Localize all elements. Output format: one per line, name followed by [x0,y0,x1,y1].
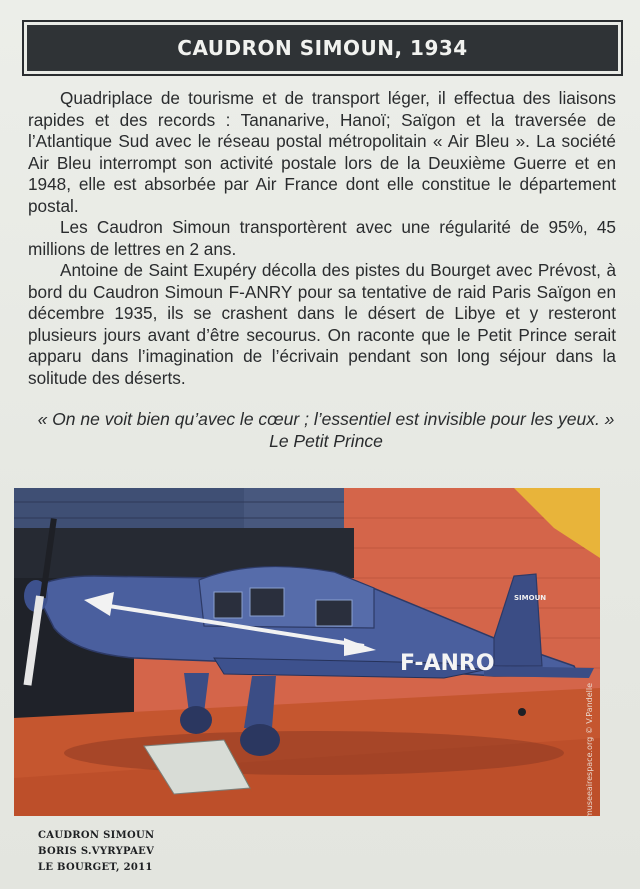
paragraph-history: Quadriplace de tourisme et de transport léger, il effectua des liaisons rapides et des records : Tananarive, Hanoï; Saïgon et la traversée de l’Atlantique Sud avec le réseau postal métropolitain « Air Bleu ». La société Air Bleu interrompt son activité postale lors de la Deuxième Guerre et en 1948, elle est absorbée par Air France dont elle constitue le département postal. [28,88,616,216]
watermark-line-1: CAUDRON SIMOUN [38,830,155,841]
paragraph-saint-exupery: Antoine de Saint Exupéry décolla des pistes du Bourget avec Prévost, à bord du Caudron Simoun F-ANRY pour sa tentative de raid Paris Saïgon en décembre 1935, ils se crashent dans le désert de Libye et y resteront plusieurs jours avant d’être secourus. On raconte que le Petit Prince serait apparu dans l’imagination de l’écrivain pendant son long séjour dans la solitude des déserts. [28,260,616,388]
watermark-line-2: BORIS S.VYRYPAEV [38,846,155,857]
caudron-simoun-illustration [14,488,600,816]
title-bar [27,25,618,71]
window-3 [316,600,352,626]
petit-prince-quote: « On ne voit bien qu’avec le cœur ; l’essentiel est invisible pour les yeux. » Le Petit Prince [37,409,615,451]
right-wheel [240,724,280,756]
page-title: CAUDRON SIMOUN, 1934 [177,36,468,60]
description-text [28,88,616,389]
registration-text: F-ANRO [400,651,495,676]
watermark-line-3: LE BOURGET, 2011 [38,862,153,873]
plane-shadow [64,731,564,775]
photo-credit: museeairespace.org © V.Pandelle [585,682,594,818]
aircraft-photo [14,488,600,816]
tail-label: SIMOUN [514,594,547,602]
window-1 [214,592,242,618]
left-wheel [180,706,212,734]
paragraph-mail-stats: Les Caudron Simoun transportèrent avec une régularité de 95%, 45 millions de lettres en 2 ans. [28,217,616,259]
tail-wheel [518,708,526,716]
title-frame [22,20,623,76]
stabilizer [484,666,594,678]
window-2 [250,588,284,616]
photographer-watermark [38,828,155,876]
